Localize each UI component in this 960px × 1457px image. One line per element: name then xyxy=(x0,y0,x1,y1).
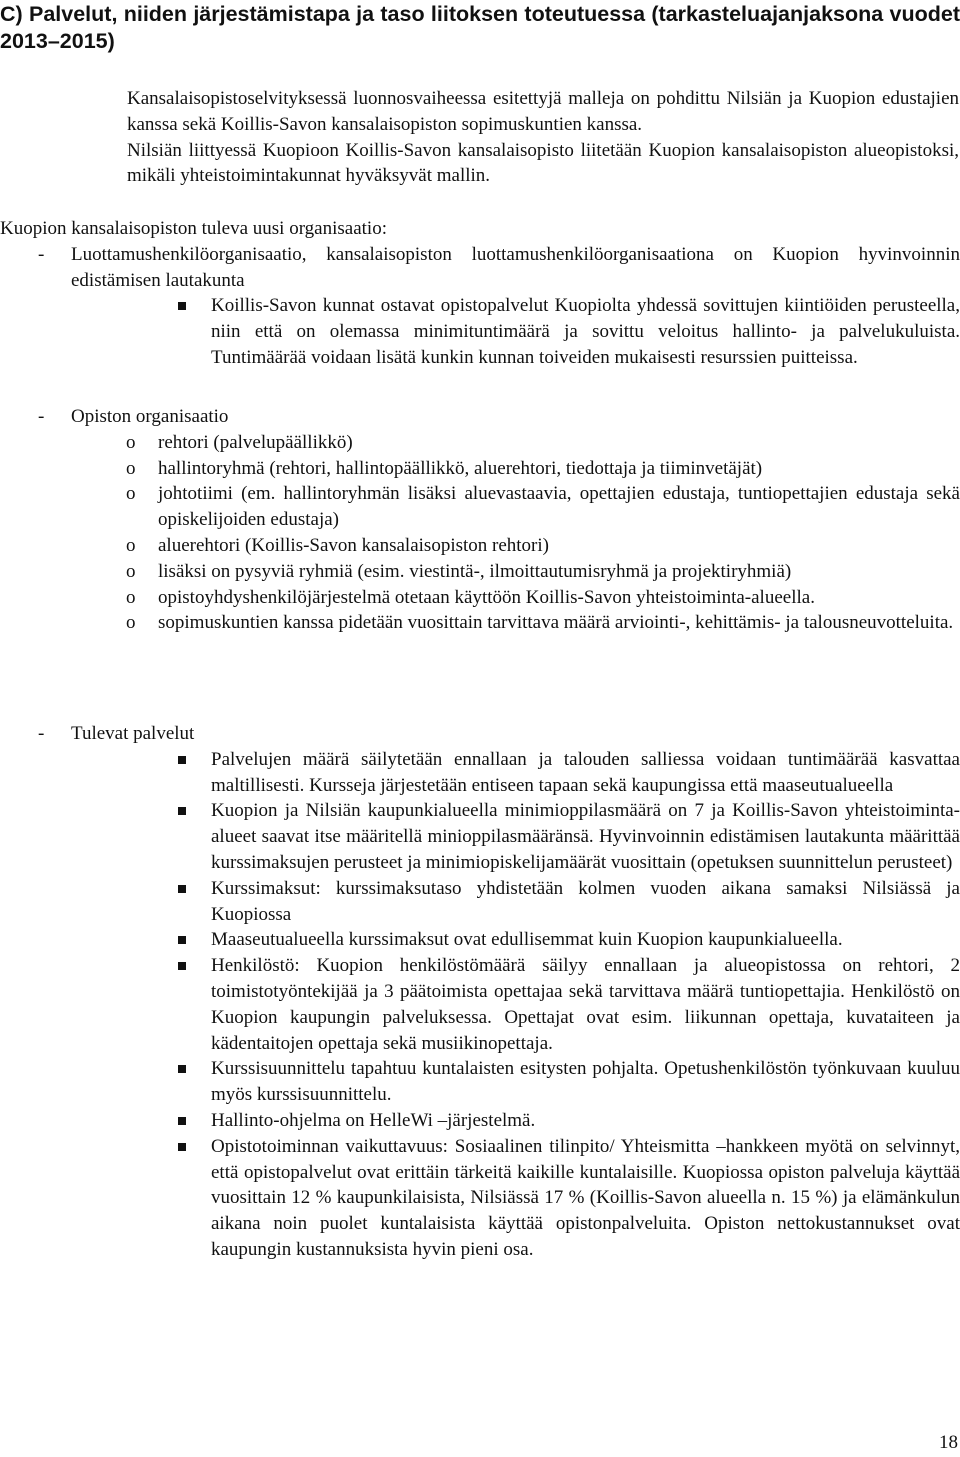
organisation-title: Kuopion kansalaisopiston tuleva uusi organisaatio: xyxy=(0,218,387,239)
square-bullet-icon xyxy=(178,807,186,815)
section-heading: C) Palvelut, niiden järjestämistapa ja taso liitoksen toteutuessa (tarkasteluajanjaksona vuodet 2013–2015) xyxy=(0,2,960,53)
school-item-text: rehtori (palvelupäällikkö) xyxy=(158,431,353,453)
school-organisation-section xyxy=(0,404,960,636)
square-bullet-icon xyxy=(178,962,186,970)
square-bullet-icon xyxy=(178,1065,186,1073)
service-text: Kurssimaksut: kurssimaksutaso yhdistetään kolmen vuoden aikana samaksi Nilsiässä ja Kuopiossa xyxy=(211,877,960,925)
service-text: Kurssisuunnittelu tapahtuu kuntalaisten esitysten pohjalta. Opetushenkilöstön työnkuvaan kuuluu myös kurssisuunnittelu. xyxy=(211,1058,960,1106)
square-bullet-icon xyxy=(178,756,186,764)
circle-bullet-icon: o xyxy=(126,483,136,505)
circle-bullet-icon: o xyxy=(126,457,136,479)
square-bullet-icon xyxy=(178,1117,186,1125)
intro-paragraph-1: Kansalaisopistoselvityksessä luonnosvaiheessa esitettyjä malleja on pohdittu Nilsiän ja Kuopion edustajien kanssa sekä Koillis-Savon kansalaisopiston sopimuskuntien kanssa. xyxy=(127,88,959,135)
services-item xyxy=(0,721,960,747)
dash-marker: - xyxy=(38,723,45,744)
service-bullet xyxy=(0,876,960,928)
school-item-text: hallintoryhmä (rehtori, hallintopäällikkö, aluerehtori, tiedottaja ja tiiminvetäjät) xyxy=(158,457,763,479)
organisation-section xyxy=(0,216,960,371)
page-number: 18 xyxy=(939,1432,958,1453)
dash-marker: - xyxy=(38,406,45,427)
square-bullet-icon xyxy=(178,1143,186,1151)
service-text: Kuopion ja Nilsiän kaupunkialueella minimioppilasmäärä on 7 ja Koillis-Savon yhteistoiminta-alueet saavat itse määritellä minioppilasmääränsä. Hyvinvoinnin edistämisen lautakunta määrittää kurssimaksujen perusteet ja minimiopiskelijamäärät vuosittain (opetuksen suunnittelun perusteet) xyxy=(211,800,960,873)
school-item-text: lisäksi on pysyviä ryhmiä (esim. viestintä-, ilmoittautumisryhmä ja projektiryhmiä) xyxy=(158,560,792,582)
square-bullet-icon xyxy=(178,936,186,944)
services-title: Tulevat palvelut xyxy=(71,723,195,744)
school-organisation-item xyxy=(0,404,960,430)
school-list-item xyxy=(0,559,960,585)
service-text: Palvelujen määrä säilytetään ennallaan ja talouden salliessa voidaan tuntimäärää kasvattaa maltillisesti. Kursseja järjestetään entiseen tapaan sekä kaupungissa että maaseutualueella xyxy=(211,748,960,796)
circle-bullet-icon: o xyxy=(126,431,136,453)
service-bullet xyxy=(0,798,960,875)
service-bullet xyxy=(0,1134,960,1263)
trust-organisation-text: Luottamushenkilöorganisaatio, kansalaisopiston luottamushenkilöorganisaationa on Kuopion hyvinvoinnin edistämisen lautakunta xyxy=(71,243,960,291)
service-text: Maaseutualueella kurssimaksut ovat edullisemmat kuin Kuopion kaupunkialueella. xyxy=(211,929,843,951)
school-list-item xyxy=(0,610,960,636)
school-list-item xyxy=(0,533,960,559)
intro-paragraph-2: Nilsiän liittyessä Kuopioon Koillis-Savon kansalaisopisto liitetään Kuopion kansalaisopiston alueopistoksi, mikäli yhteistoimintakunnat hyväksyvät mallin. xyxy=(127,139,959,187)
school-list-item xyxy=(0,585,960,611)
trust-organisation-item xyxy=(0,242,960,294)
school-item-text: johtotiimi (em. hallintoryhmän lisäksi aluevastaavia, opettajien edustaja, tuntiopettajien edustaja sekä opiskelijoiden edustaja) xyxy=(158,483,960,531)
service-text: Hallinto-ohjelma on HelleWi –järjestelmä. xyxy=(211,1109,536,1131)
service-bullet xyxy=(0,953,960,1056)
service-bullet xyxy=(0,747,960,799)
school-item-text: opistoyhdyshenkilöjärjestelmä otetaan käyttöön Koillis-Savon yhteistoiminta-alueella. xyxy=(158,586,815,608)
circle-bullet-icon: o xyxy=(126,534,136,556)
services-section xyxy=(0,721,960,1263)
service-bullet xyxy=(0,1108,960,1134)
school-item-text: aluerehtori (Koillis-Savon kansalaisopiston rehtori) xyxy=(158,534,549,556)
school-list-item xyxy=(0,481,960,533)
school-item-text: sopimuskuntien kanssa pidetään vuosittain tarvittava määrä arviointi-, kehittämis- ja talousneuvotteluita. xyxy=(158,612,954,634)
square-bullet-icon xyxy=(178,302,186,310)
dash-marker: - xyxy=(38,243,45,265)
service-bullet xyxy=(0,1056,960,1108)
school-organisation-title: Opiston organisaatio xyxy=(71,406,229,427)
intro-section xyxy=(127,86,959,189)
circle-bullet-icon: o xyxy=(126,586,136,608)
school-list-item xyxy=(0,456,960,482)
circle-bullet-icon: o xyxy=(126,612,136,634)
service-text: Henkilöstö: Kuopion henkilöstömäärä säilyy ennallaan ja alueopistossa on rehtori, 2 toimistotyöntekijää ja 3 päätoimista opettajaa sekä tarvittava määrä tuntiopettajia. Henkilöstö on Kuopion kaupungin palveluksessa. Opettajat ovat esim. liikunnan opettaja, kuvataiteen ja kädentaitojen opettaja sekä musiikinopettaja. xyxy=(211,955,960,1054)
service-bullet xyxy=(0,927,960,953)
trust-bullet xyxy=(0,293,960,370)
school-list-item xyxy=(0,430,960,456)
trust-bullet-text: Koillis-Savon kunnat ostavat opistopalvelut Kuopiolta yhdessä sovittujen kiintiöiden perusteella, niin että on olemassa minimituntimäärä ja sovittu veloitus hallinto- ja palvelukuluista. Tuntimäärää voidaan lisätä kunkin kunnan toiveiden mukaisesti resurssien puitteissa. xyxy=(211,295,960,368)
circle-bullet-icon: o xyxy=(126,560,136,582)
service-text: Opistotoiminnan vaikuttavuus: Sosiaalinen tilinpito/ Yhteismitta –hankkeen myötä on selvinnyt, että opistopalvelut ovat erittäin tärkeitä kaikille kuntalaisille. Kuopiossa opiston palveluja käyttää vuosittain 12 % kaupunkilaisista, Nilsiässä 17 % (Koillis-Savon alueella n. 15 %) ja elämänkulun aikana noin puolet kuntalaisista käyttää opistonpalveluita. Opiston nettokustannukset ovat kaupungin kustannuksista hyvin pieni osa. xyxy=(211,1135,960,1260)
square-bullet-icon xyxy=(178,885,186,893)
